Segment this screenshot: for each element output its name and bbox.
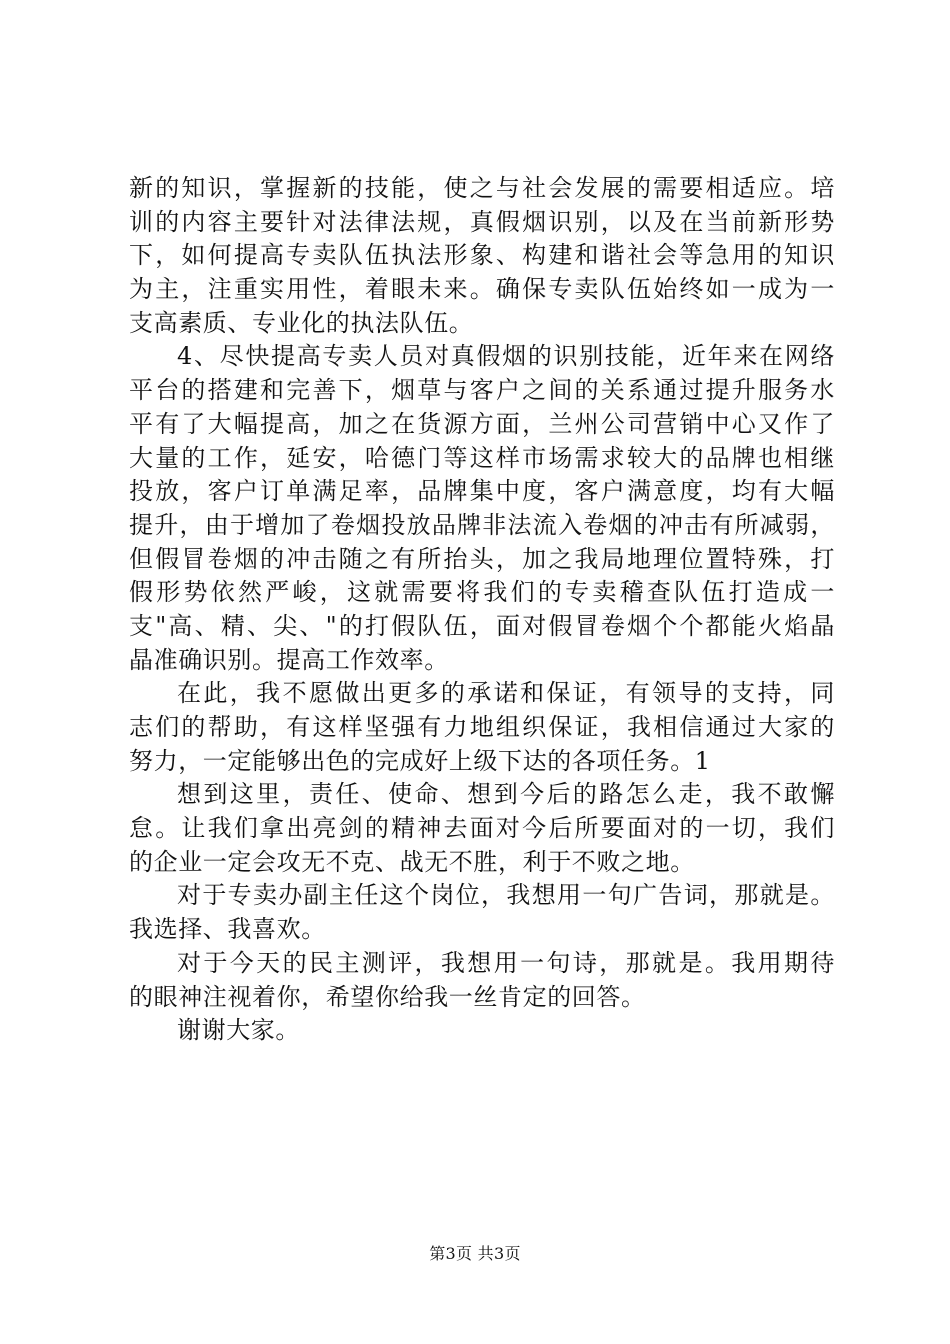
text-line: 提升，由于增加了卷烟投放品牌非法流入卷烟的冲击有所减弱， [129,510,835,539]
text-line: 的眼神注视着你，希望你给我一丝肯定的回答。 [129,982,646,1011]
text-line: 训的内容主要针对法律法规，真假烟识别，以及在当前新形势 [129,207,835,236]
text-line: 谢谢大家。 [177,1016,300,1045]
text-line: 为主，注重实用性，着眼未来。确保专卖队伍始终如一成为一 [129,275,835,304]
page-footer: 第3页 共3页 [429,1244,521,1263]
text-line: 平有了大幅提高，加之在货源方面，兰州公司营销中心又作了 [129,409,835,438]
body-text [129,172,835,1048]
text-line: 对于今天的民主测评，我想用一句诗，那就是。我用期待 [177,948,835,977]
text-line: 怠。让我们拿出亮剑的精神去面对今后所要面对的一切，我们 [129,814,835,843]
text-line: 假形势依然严峻，这就需要将我们的专卖稽查队伍打造成一 [129,578,835,607]
text-line: 的企业一定会攻无不克、战无不胜，利于不败之地。 [129,847,695,876]
text-line: 努力，一定能够出色的完成好上级下达的各项任务。1 [129,746,711,775]
text-line: 4、尽快提高专卖人员对真假烟的识别技能，近年来在网络 [177,342,835,371]
text-line: 对于专卖办副主任这个岗位，我想用一句广告词，那就是。 [177,881,835,910]
text-line: 志们的帮助，有这样坚强有力地组织保证，我相信通过大家的 [129,713,835,741]
text-line: 投放，客户订单满足率，品牌集中度，客户满意度，均有大幅 [129,477,835,506]
text-line: 下，如何提高专卖队伍执法形象、构建和谐社会等急用的知识 [129,241,835,270]
text-line: 我选择、我喜欢。 [129,915,326,944]
text-line: 支"高、精、尖、"的打假队伍，面对假冒卷烟个个都能火焰晶 [129,611,835,640]
text-line: 支高素质、专业化的执法队伍。 [129,308,474,337]
text-line: 大量的工作，延安，哈德门等这样市场需求较大的品牌也相继 [129,443,835,472]
text-line: 平台的搭建和完善下，烟草与客户之间的关系通过提升服务水 [129,376,835,405]
text-line: 想到这里，责任、使命、想到今后的路怎么走，我不敢懈 [177,780,835,809]
text-line: 但假冒卷烟的冲击随之有所抬头，加之我局地理位置特殊，打 [129,544,835,573]
text-line: 晶准确识别。提高工作效率。 [129,645,449,674]
text-line: 新的知识，掌握新的技能，使之与社会发展的需要相适应。培 [129,174,835,202]
text-line: 在此，我不愿做出更多的承诺和保证，有领导的支持，同 [177,679,835,708]
